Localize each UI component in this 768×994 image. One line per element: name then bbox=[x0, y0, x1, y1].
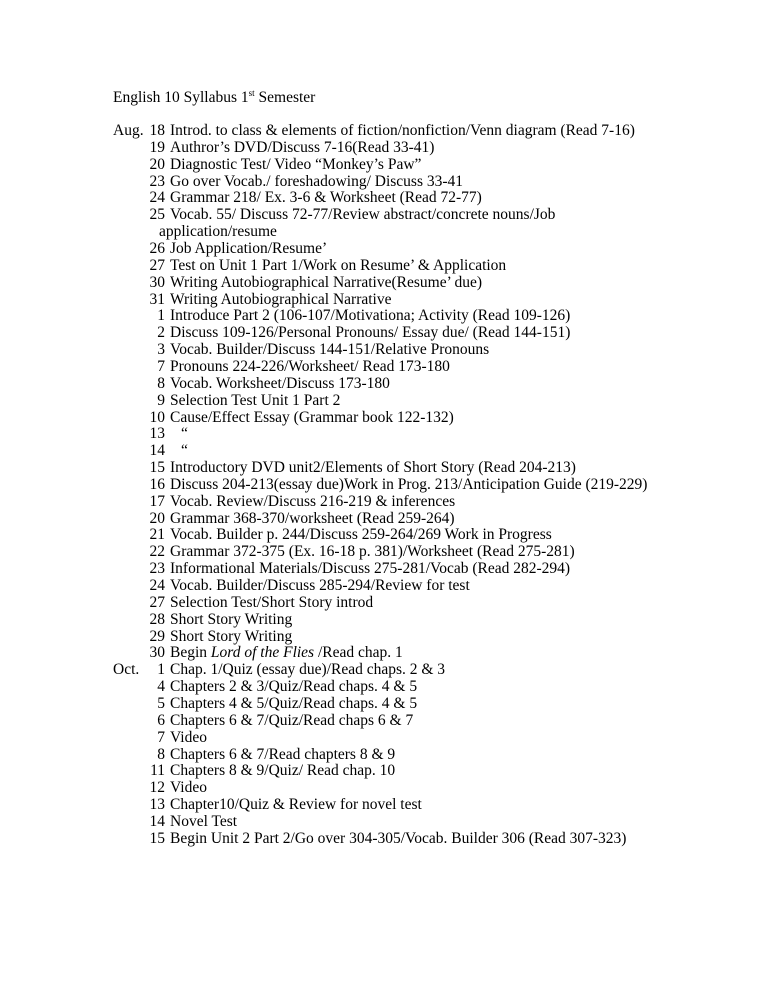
day-number: 15 bbox=[149, 829, 165, 847]
day-number: 10 bbox=[149, 408, 165, 426]
day-number: 14 bbox=[149, 812, 165, 830]
assignment-text: Short Story Writing bbox=[170, 627, 293, 645]
day-number: 22 bbox=[149, 543, 165, 561]
day-number: 7 bbox=[157, 357, 165, 375]
assignment-text: Go over Vocab./ foreshadowing/ Discuss 33-41 bbox=[170, 172, 464, 190]
day-number: 14 bbox=[149, 442, 165, 460]
day-number: 15 bbox=[149, 459, 165, 476]
assignment-text: Chapters 6 & 7/Read chapters 8 & 9 bbox=[170, 745, 396, 763]
assignment-text: Begin Unit 2 Part 2/Go over 304-305/Vocab. Builder 306 (Read 307-323) bbox=[170, 829, 627, 847]
day-number: 20 bbox=[149, 155, 165, 173]
day-number: 19 bbox=[149, 138, 165, 156]
assignment-text: Begin Lord of the Flies /Read chap. 1 bbox=[170, 644, 403, 662]
day-number: 6 bbox=[157, 711, 165, 729]
assignment-text: Vocab. Review/Discuss 216-219 & inferences bbox=[170, 492, 456, 510]
assignment-text: Discuss 109-126/Personal Pronouns/ Essay due/ (Read 144-151) bbox=[170, 324, 571, 342]
day-number: 16 bbox=[149, 475, 165, 493]
assignment-text: Discuss 204-213(essay due)Work in Prog. 213/Anticipation Guide (219-229) bbox=[170, 475, 648, 493]
day-number: 17 bbox=[149, 492, 165, 510]
day-number: 13 bbox=[149, 425, 165, 443]
day-number: 1 bbox=[157, 661, 165, 679]
page-title bbox=[113, 88, 315, 108]
assignment-text: Authror’s DVD/Discuss 7-16(Read 33-41) bbox=[170, 138, 435, 156]
assignment-text: Chapters 4 & 5/Quiz/Read chaps. 4 & 5 bbox=[170, 694, 418, 712]
day-number: 8 bbox=[157, 374, 165, 392]
day-number: 20 bbox=[149, 509, 165, 527]
assignment-text: Cause/Effect Essay (Grammar book 122-132) bbox=[170, 408, 454, 426]
day-number: 18 bbox=[149, 122, 165, 139]
day-number: 4 bbox=[157, 678, 165, 696]
assignment-text: Novel Test bbox=[170, 812, 238, 830]
day-number: 24 bbox=[149, 577, 165, 594]
day-number: 9 bbox=[157, 391, 165, 409]
assignment-text: “ bbox=[181, 442, 188, 460]
day-number: 8 bbox=[157, 745, 165, 763]
assignment-text: Introd. to class & elements of fiction/nonfiction/Venn diagram (Read 7-16) bbox=[170, 122, 635, 139]
day-number: 30 bbox=[149, 644, 165, 662]
assignment-text: Chapters 6 & 7/Quiz/Read chaps 6 & 7 bbox=[170, 711, 414, 729]
day-number: 7 bbox=[157, 728, 165, 746]
title-suffix: Semester bbox=[254, 89, 316, 106]
day-number: 12 bbox=[149, 779, 165, 797]
assignment-text: Selection Test/Short Story introd bbox=[170, 593, 374, 611]
day-number: 29 bbox=[149, 627, 165, 645]
title-superscript: st bbox=[248, 88, 255, 98]
assignment-text: Diagnostic Test/ Video “Monkey’s Paw” bbox=[170, 155, 422, 173]
assignment-text: Vocab. 55/ Discuss 72-77/Review abstract/concrete nouns/Job bbox=[170, 206, 556, 224]
day-number: 23 bbox=[149, 172, 165, 190]
day-number: 26 bbox=[149, 240, 165, 257]
day-number: 27 bbox=[149, 256, 165, 274]
assignment-text: Grammar 368-370/worksheet (Read 259-264) bbox=[170, 509, 455, 527]
day-number: 1 bbox=[157, 307, 165, 325]
assignment-text: Vocab. Builder p. 244/Discuss 259-264/269 Work in Progress bbox=[170, 526, 552, 544]
assignment-text: Chapters 2 & 3/Quiz/Read chaps. 4 & 5 bbox=[170, 678, 418, 696]
assignment-text: Introductory DVD unit2/Elements of Short Story (Read 204-213) bbox=[170, 459, 576, 476]
assignment-text: Video bbox=[170, 779, 207, 797]
assignment-text: Informational Materials/Discuss 275-281/Vocab (Read 282-294) bbox=[170, 560, 571, 578]
day-number: 28 bbox=[149, 610, 165, 628]
day-number: 11 bbox=[150, 762, 165, 780]
assignment-text: Introduce Part 2 (106-107/Motivationa; Activity (Read 109-126) bbox=[170, 307, 571, 325]
assignment-text: Short Story Writing bbox=[170, 610, 293, 628]
day-number: 31 bbox=[149, 290, 165, 308]
assignment-text: Pronouns 224-226/Worksheet/ Read 173-180 bbox=[170, 357, 450, 375]
month-label: Oct. bbox=[113, 661, 140, 679]
assignment-text: Chap. 1/Quiz (essay due)/Read chaps. 2 & 3 bbox=[170, 661, 446, 679]
assignment-text: Grammar 218/ Ex. 3-6 & Worksheet (Read 72-77) bbox=[170, 189, 482, 207]
title-prefix: English 10 Syllabus 1 bbox=[113, 89, 249, 106]
day-number: 13 bbox=[149, 796, 165, 813]
assignment-text: Writing Autobiographical Narrative bbox=[170, 290, 392, 308]
assignment-text: Vocab. Worksheet/Discuss 173-180 bbox=[170, 374, 390, 392]
assignment-text: Video bbox=[170, 728, 207, 746]
month-label: Aug. bbox=[113, 122, 144, 139]
day-number: 2 bbox=[157, 324, 165, 342]
assignment-text: Chapters 8 & 9/Quiz/ Read chap. 10 bbox=[170, 762, 396, 780]
day-number: 23 bbox=[149, 560, 165, 578]
day-number: 27 bbox=[149, 593, 165, 611]
day-number: 5 bbox=[157, 694, 165, 712]
day-number: 25 bbox=[149, 206, 165, 224]
assignment-text: Grammar 372-375 (Ex. 16-18 p. 381)/Worksheet (Read 275-281) bbox=[170, 543, 575, 561]
assignment-text: Vocab. Builder/Discuss 144-151/Relative Pronouns bbox=[170, 341, 490, 359]
day-number: 3 bbox=[157, 341, 165, 359]
book-title: Lord of the Flies bbox=[210, 644, 318, 662]
assignment-text: Selection Test Unit 1 Part 2 bbox=[170, 391, 341, 409]
assignment-text: Chapter10/Quiz & Review for novel test bbox=[170, 796, 422, 813]
day-number: 21 bbox=[149, 526, 165, 544]
assignment-text: application/resume bbox=[159, 223, 277, 241]
day-number: 24 bbox=[149, 189, 165, 207]
assignment-text: Vocab. Builder/Discuss 285-294/Review for test bbox=[170, 577, 470, 594]
day-number: 30 bbox=[149, 273, 165, 291]
assignment-text: Job Application/Resume’ bbox=[170, 240, 328, 257]
assignment-text: “ bbox=[181, 425, 188, 443]
assignment-text: Test on Unit 1 Part 1/Work on Resume’ & Application bbox=[170, 256, 507, 274]
assignment-text: Writing Autobiographical Narrative(Resume’ due) bbox=[170, 273, 482, 291]
